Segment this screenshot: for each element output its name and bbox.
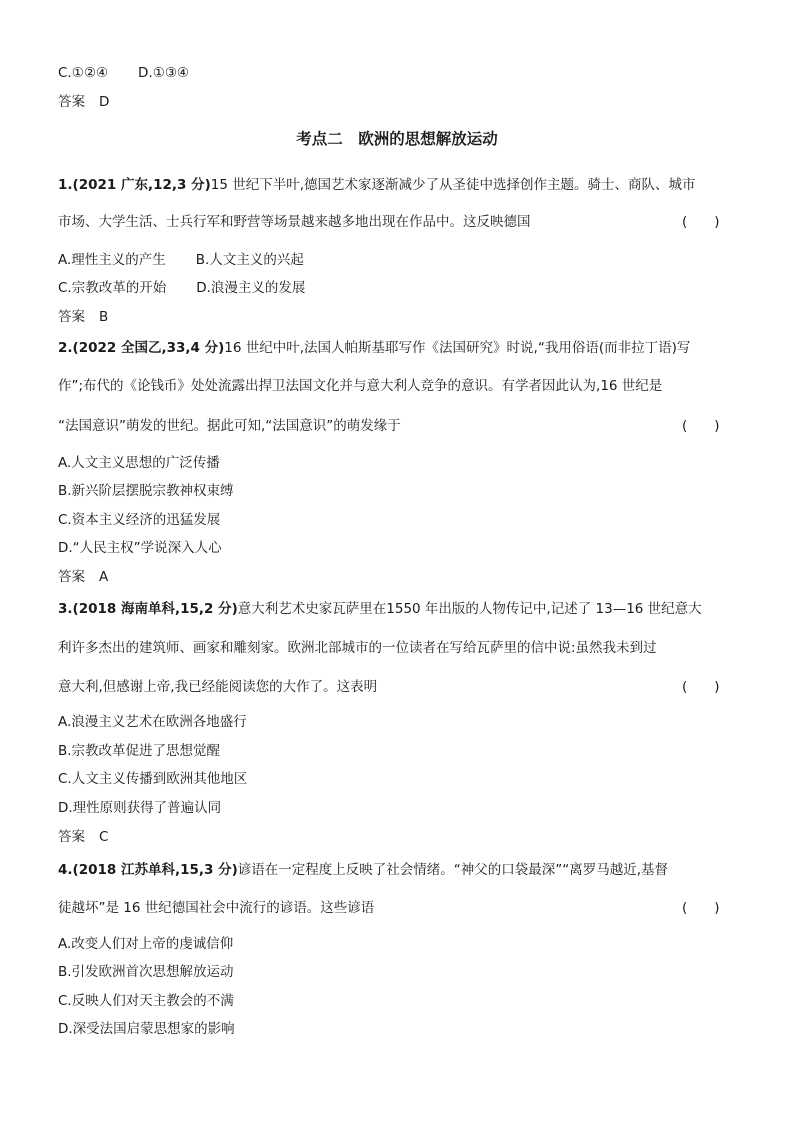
option-c: C.①②④ <box>58 65 109 81</box>
question-source: 3.(2018 海南单科,15,2 分) <box>58 601 238 617</box>
question-text: 谚语在一定程度上反映了社会情绪。“神父的口袋最深”“离罗马越近,基督 <box>237 862 669 878</box>
question-source: 4.(2018 江苏单科,15,3 分) <box>58 862 238 878</box>
answer-blank: ( ) <box>682 214 720 230</box>
question-2-answer <box>58 568 108 586</box>
question-2-option-b: B.新兴阶层摆脱宗教神权束缚 <box>58 483 234 499</box>
question-source: 2.(2022 全国乙,33,4 分) <box>58 340 225 356</box>
option-b: B.人文主义的兴起 <box>195 252 304 268</box>
question-2-option-d: D.“人民主权”学说深入人心 <box>58 540 222 556</box>
option-d: D.浪漫主义的发展 <box>196 280 306 296</box>
question-4-option-c: C.反映人们对天主教会的不满 <box>58 993 234 1009</box>
answer-value: D <box>99 94 110 110</box>
option-a: A.理性主义的产生 <box>58 252 166 268</box>
answer-value: B <box>99 309 109 325</box>
answer-label: 答案 <box>58 94 85 110</box>
answer-blank: ( ) <box>682 418 720 434</box>
prev-options-line <box>58 64 189 82</box>
question-1-line-1 <box>58 176 696 194</box>
question-1-answer <box>58 308 108 326</box>
question-3-line-3: 意大利,但感谢上帝,我已经能阅读您的大作了。这表明 <box>58 679 378 695</box>
question-2-option-a: A.人文主义思想的广泛传播 <box>58 455 220 471</box>
question-3-option-c: C.人文主义传播到欧洲其他地区 <box>58 771 248 787</box>
question-3-option-a: A.浪漫主义艺术在欧洲各地盛行 <box>58 714 247 730</box>
question-1-options-cd <box>58 279 305 297</box>
question-4-line-2: 徒越坏”是 16 世纪德国社会中流行的谚语。这些谚语 <box>58 900 375 916</box>
question-4-line-1 <box>58 861 668 879</box>
question-source: 1.(2021 广东,12,3 分) <box>58 177 211 193</box>
question-2-option-c: C.资本主义经济的迅猛发展 <box>58 512 221 528</box>
question-text: 15 世纪下半叶,德国艺术家逐渐减少了从圣徒中选择创作主题。骑士、商队、城市 <box>210 177 696 193</box>
question-4-option-a: A.改变人们对上帝的虔诚信仰 <box>58 936 234 952</box>
question-3-line-2: 利许多杰出的建筑师、画家和雕刻家。欧洲北部城市的一位读者在写给瓦萨里的信中说:虽然我未到过 <box>58 640 657 656</box>
answer-blank: ( ) <box>682 679 720 695</box>
question-4-option-b: B.引发欧洲首次思想解放运动 <box>58 964 234 980</box>
answer-blank: ( ) <box>682 900 720 916</box>
question-4-option-d: D.深受法国启蒙思想家的影响 <box>58 1021 235 1037</box>
question-1-options-ab <box>58 251 304 269</box>
question-2-line-1 <box>58 339 690 357</box>
question-3-option-b: B.宗教改革促进了思想觉醒 <box>58 743 221 759</box>
question-3-option-d: D.理性原则获得了普遍认同 <box>58 800 222 816</box>
section-title: 考点二 欧洲的思想解放运动 <box>296 130 498 148</box>
question-3-line-1 <box>58 600 702 618</box>
option-d: D.①③④ <box>138 65 190 81</box>
answer-label: 答案 <box>58 829 85 845</box>
option-c: C.宗教改革的开始 <box>58 280 167 296</box>
question-text: 16 世纪中叶,法国人帕斯基耶写作《法国研究》时说,“我用俗语(而非拉丁语)写 <box>224 340 691 356</box>
answer-value: C <box>99 829 109 845</box>
question-text: 意大利艺术史家瓦萨里在1550 年出版的人物传记中,记述了 13—16 世纪意大 <box>237 601 702 617</box>
answer-label: 答案 <box>58 569 85 585</box>
question-2-line-3: “法国意识”萌发的世纪。据此可知,“法国意识”的萌发缘于 <box>58 418 401 434</box>
prev-answer-line <box>58 93 109 111</box>
question-1-line-2: 市场、大学生活、士兵行军和野营等场景越来越多地出现在作品中。这反映德国 <box>58 214 531 230</box>
answer-label: 答案 <box>58 309 85 325</box>
question-3-answer <box>58 828 108 846</box>
question-2-line-2: 作”;布代的《论钱币》处处流露出捍卫法国文化并与意大利人竞争的意识。有学者因此认为,16 世纪是 <box>58 378 663 394</box>
answer-value: A <box>99 569 109 585</box>
